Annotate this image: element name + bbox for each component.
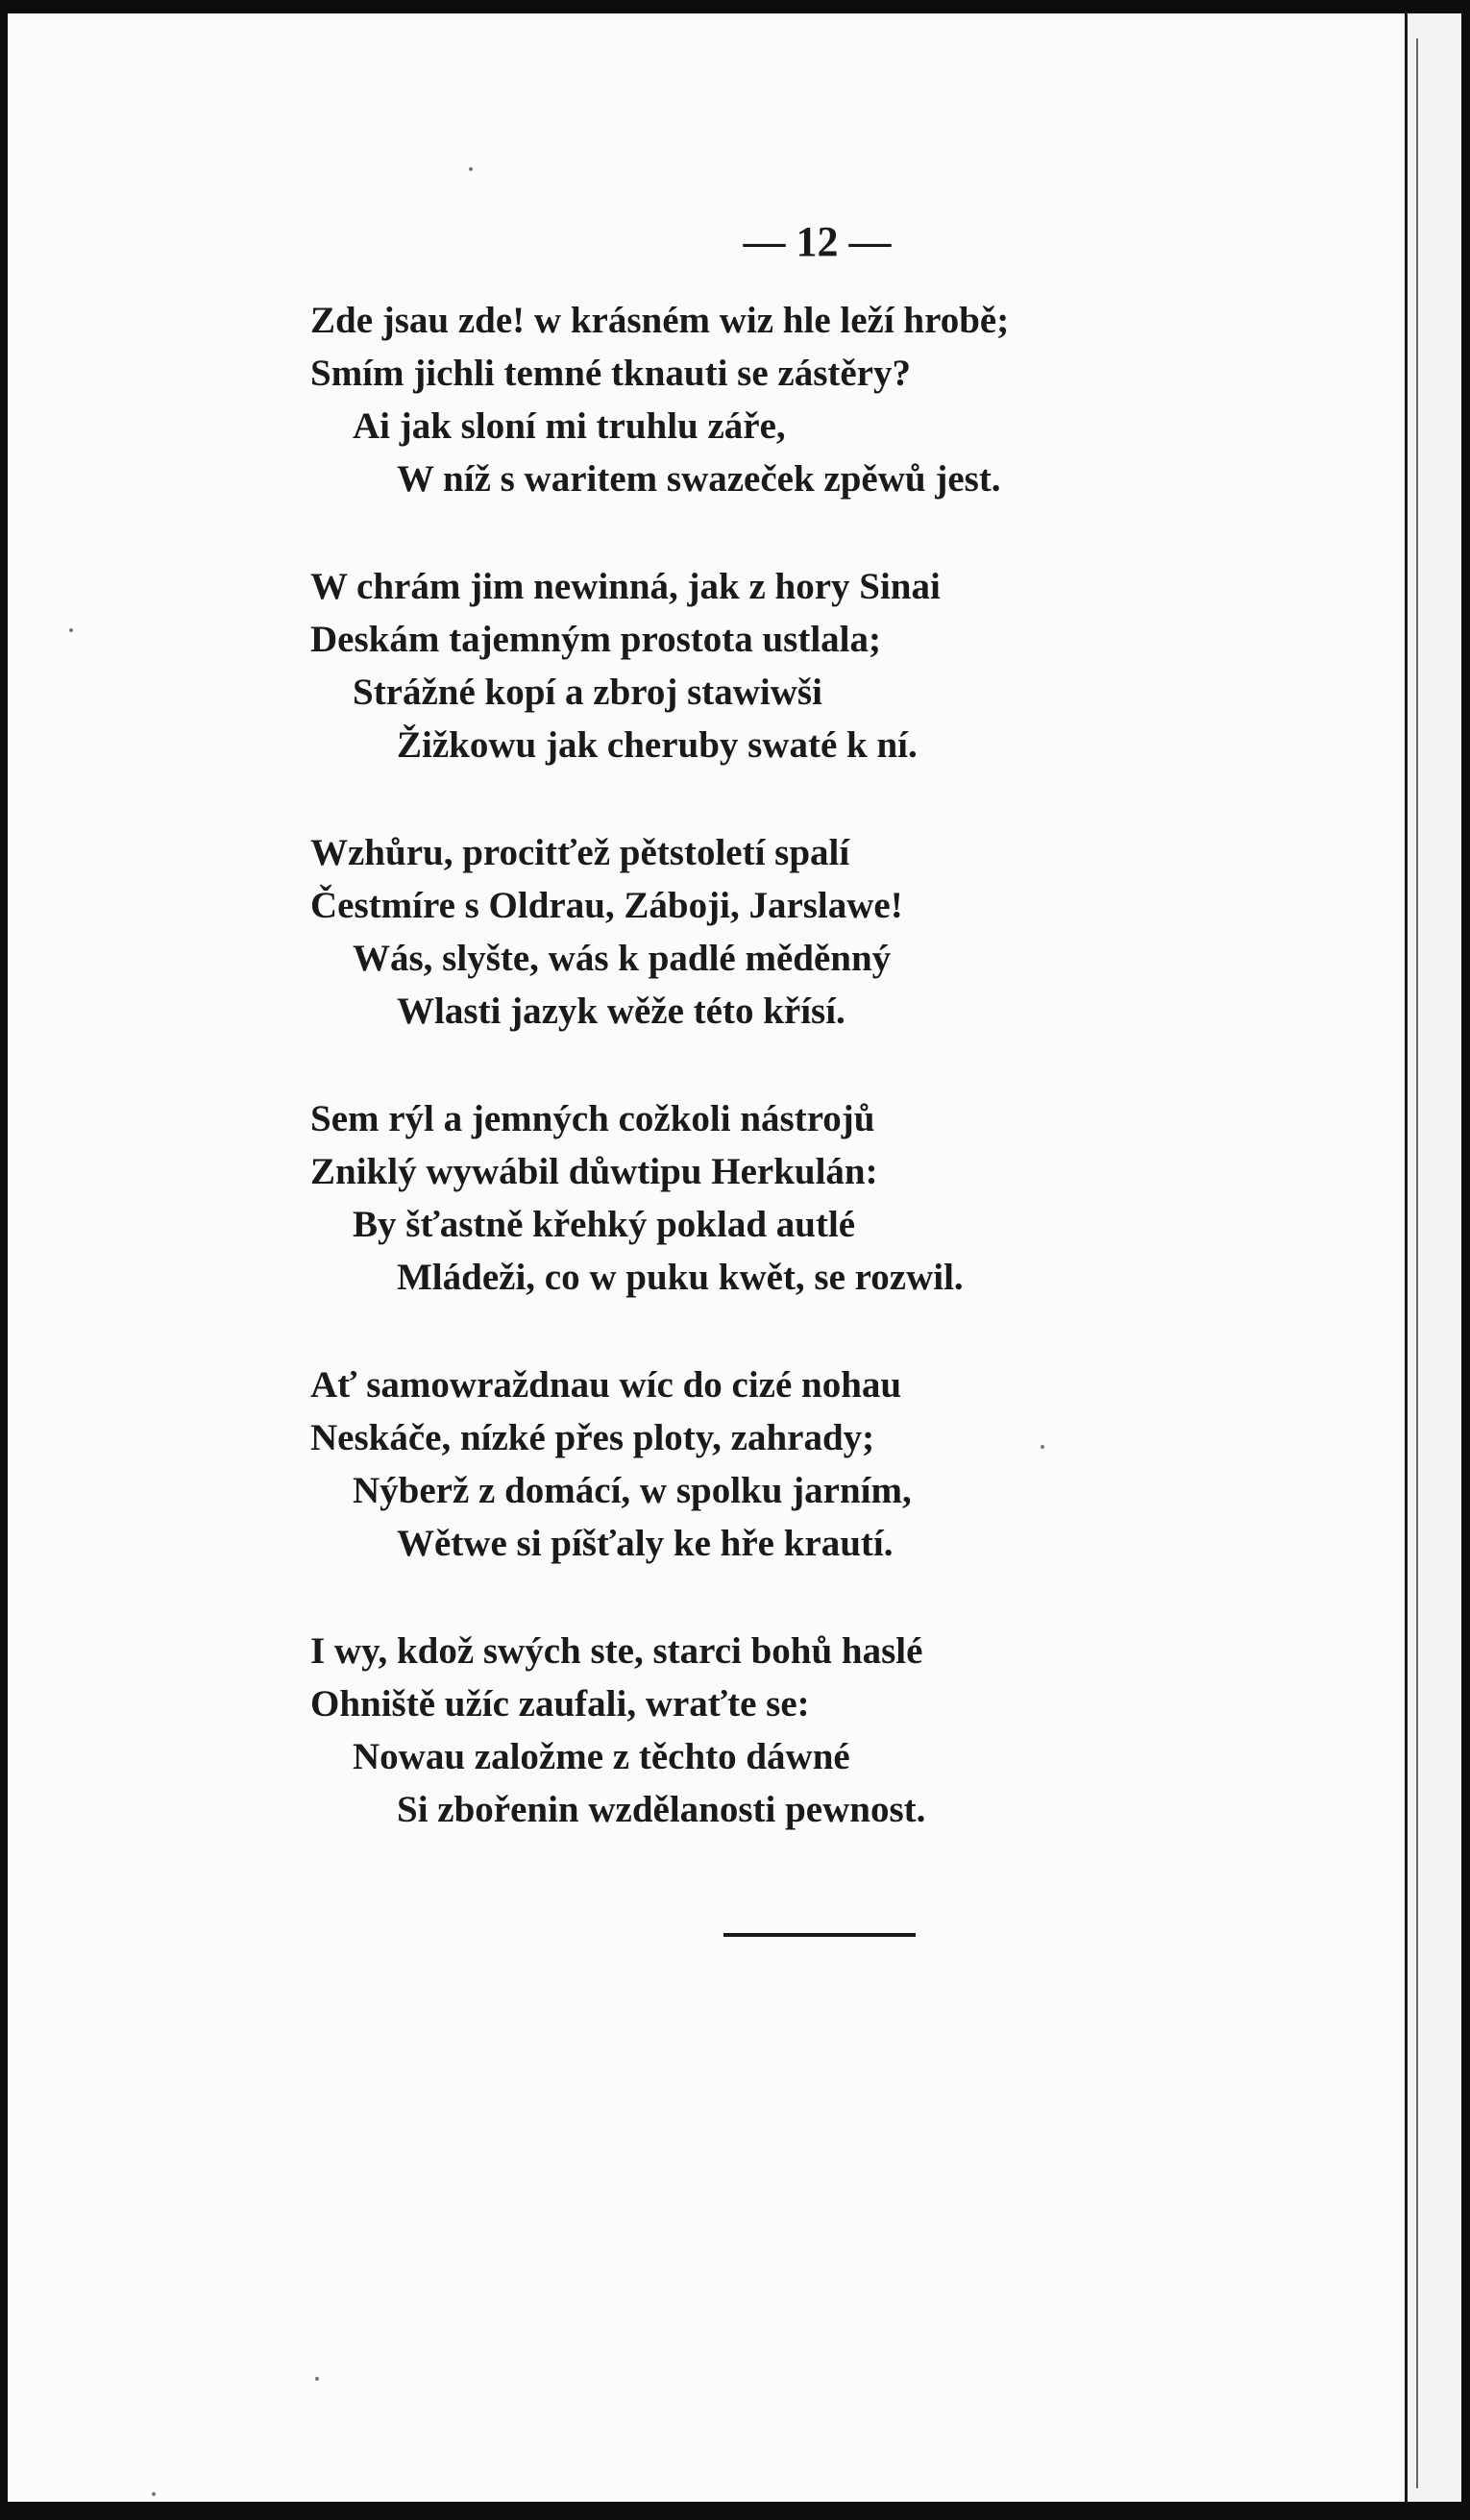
stanza-1 (310, 294, 1271, 505)
poem-line: Žižkowu jak cheruby swaté k ní. (397, 724, 918, 766)
poem-line: Strážné kopí a zbroj stawiwši (353, 672, 822, 713)
poem-line: Ai jak sloní mi truhlu záře, (353, 405, 786, 447)
poem-line: Neskáče, nízké přes ploty, zahrady; (310, 1417, 875, 1458)
poem-line: W níž s waritem swazeček zpěwů jest. (397, 458, 1001, 500)
stanza-4 (310, 1092, 1271, 1304)
poem-line: Čestmíre s Oldrau, Záboji, Jarslawe! (310, 885, 903, 926)
poem-line: Wětwe si píšťaly ke hře krautí. (397, 1523, 894, 1564)
paper-speck (152, 2492, 156, 2496)
paper-speck (315, 2377, 319, 2381)
poem-line: I wy, kdož swých ste, starci bohů haslé (310, 1630, 923, 1672)
stanza-5 (310, 1358, 1271, 1570)
end-rule (723, 1933, 916, 1937)
paper-speck (1041, 1445, 1044, 1449)
page-number: — 12 — (743, 218, 892, 265)
poem-line: Mládeži, co w puku kwět, se rozwil. (397, 1257, 964, 1298)
stanza-3 (310, 826, 1271, 1038)
poem-line: Smím jichli temné tknauti se zástěry? (310, 353, 911, 394)
paper-speck (69, 628, 73, 632)
poem-line: Wlasti jazyk wěže této křísí. (397, 991, 845, 1032)
poem-line: Zniklý wywábil důwtipu Herkulán: (310, 1151, 878, 1192)
page-edge-line (1416, 38, 1418, 2488)
page-edge (1405, 13, 1461, 2502)
poem-line: Wzhůru, procitťež pětstoletí spalí (310, 832, 850, 873)
poem-line: Sem rýl a jemných cožkoli nástrojů (310, 1098, 875, 1139)
poem-line: Zde jsau zde! w krásném wiz hle leží hrobě; (310, 300, 1010, 341)
poem-line: Nowau založme z těchto dáwné (353, 1736, 850, 1777)
poem (310, 294, 1271, 1891)
stanza-6 (310, 1625, 1271, 1836)
poem-line: Deskám tajemným prostota ustlala; (310, 619, 881, 660)
poem-line: Nýberž z domácí, w spolku jarním, (353, 1470, 912, 1511)
poem-line: By šťastně křehký poklad autlé (353, 1204, 856, 1245)
poem-line: Ohniště užíc zaufali, wraťte se: (310, 1683, 810, 1725)
paper-speck (469, 167, 473, 171)
stanza-2 (310, 560, 1271, 771)
poem-line: Ať samowraždnau wíc do cizé nohau (310, 1364, 902, 1406)
book-page (8, 13, 1407, 2502)
poem-line: Si zbořenin wzdělanosti pewnost. (397, 1789, 926, 1830)
poem-line: W chrám jim newinná, jak z hory Sinai (310, 566, 941, 607)
poem-line: Wás, slyšte, wás k padlé měděnný (353, 938, 892, 979)
